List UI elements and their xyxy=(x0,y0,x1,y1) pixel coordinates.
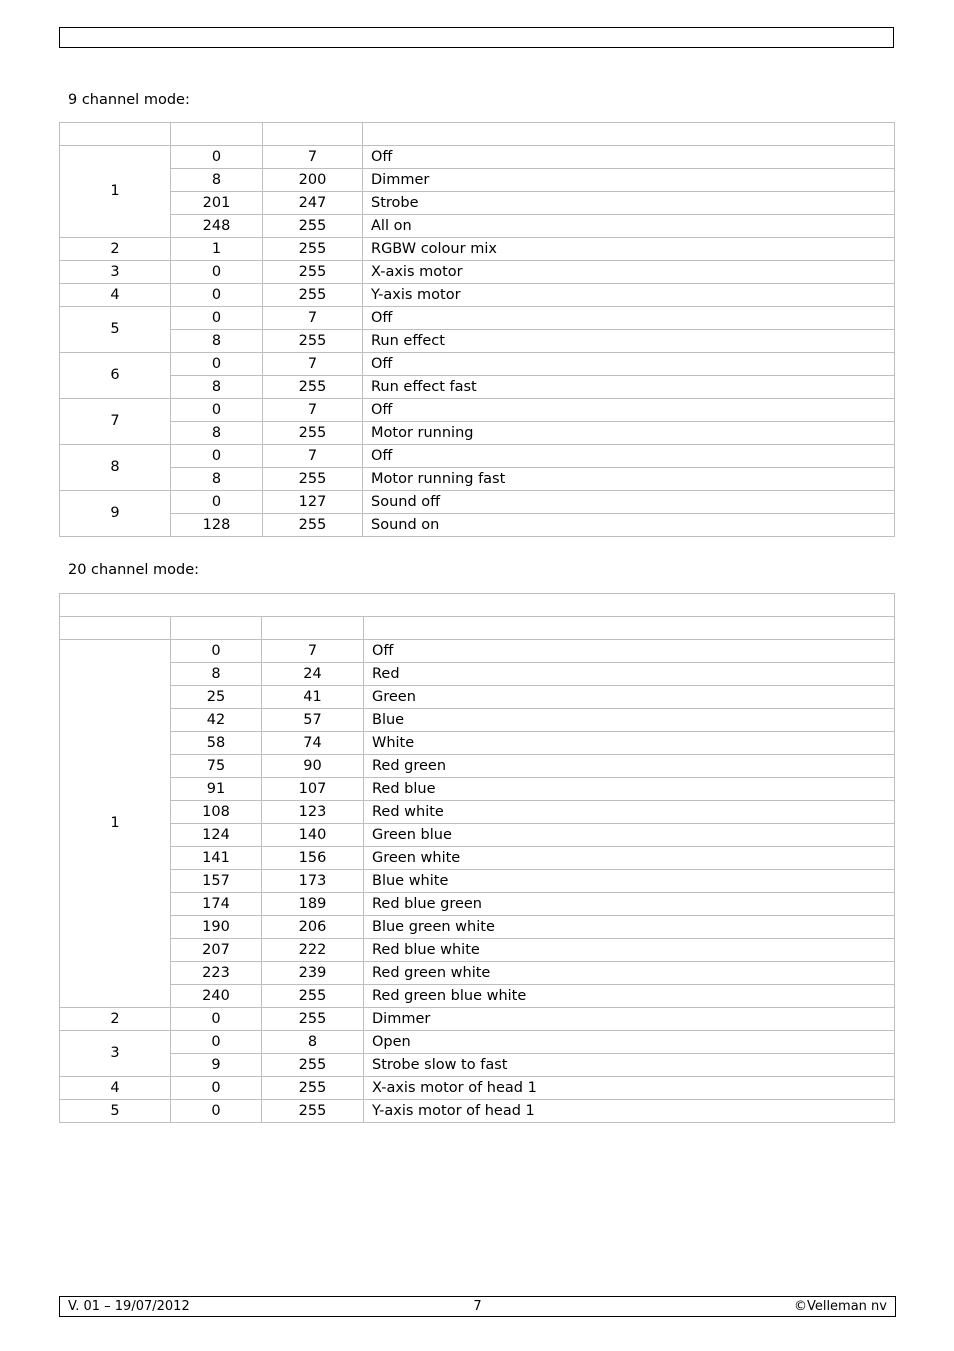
table-row xyxy=(60,1031,895,1054)
function-cell: Green xyxy=(364,686,895,709)
range-from-cell: 8 xyxy=(171,169,263,192)
function-cell: Dimmer xyxy=(364,1008,895,1031)
range-to-cell: 8 xyxy=(262,1031,364,1054)
range-to-cell: 7 xyxy=(263,353,363,376)
range-from-cell: 0 xyxy=(171,445,263,468)
range-to-cell: 7 xyxy=(263,445,363,468)
range-from-cell: 207 xyxy=(171,939,262,962)
range-from-cell: 0 xyxy=(171,1077,262,1100)
channel-cell: 8 xyxy=(60,445,171,491)
nine-channel-table-body xyxy=(60,123,895,537)
table-row xyxy=(60,468,895,491)
range-to-cell: 255 xyxy=(263,422,363,445)
range-to-cell: 107 xyxy=(262,778,364,801)
table-row xyxy=(60,893,895,916)
function-cell: White xyxy=(364,732,895,755)
range-to-cell: 173 xyxy=(262,870,364,893)
function-cell: Sound on xyxy=(363,514,895,537)
table-row xyxy=(60,445,895,468)
function-cell: Green white xyxy=(364,847,895,870)
function-cell: Red green xyxy=(364,755,895,778)
range-from-cell: 0 xyxy=(171,353,263,376)
range-from-cell: 248 xyxy=(171,215,263,238)
header-cell xyxy=(171,123,263,146)
function-cell: Off xyxy=(364,640,895,663)
channel-cell: 2 xyxy=(60,1008,171,1031)
function-cell: Strobe xyxy=(363,192,895,215)
function-cell: Green blue xyxy=(364,824,895,847)
range-to-cell: 255 xyxy=(262,1077,364,1100)
channel-cell: 4 xyxy=(60,284,171,307)
table-row xyxy=(60,146,895,169)
table-row xyxy=(60,640,895,663)
range-from-cell: 190 xyxy=(171,916,262,939)
range-to-cell: 7 xyxy=(263,399,363,422)
table-row xyxy=(60,686,895,709)
table-row xyxy=(60,491,895,514)
table-row xyxy=(60,732,895,755)
table-row xyxy=(60,847,895,870)
range-from-cell: 201 xyxy=(171,192,263,215)
function-cell: Red blue green xyxy=(364,893,895,916)
function-cell: Y-axis motor xyxy=(363,284,895,307)
twenty-channel-mode-caption: 20 channel mode: xyxy=(68,562,200,578)
range-to-cell: 222 xyxy=(262,939,364,962)
range-from-cell: 9 xyxy=(171,1054,262,1077)
range-from-cell: 0 xyxy=(171,640,262,663)
table-row xyxy=(60,709,895,732)
range-from-cell: 0 xyxy=(171,1100,262,1123)
table-row xyxy=(60,169,895,192)
range-to-cell: 41 xyxy=(262,686,364,709)
footer-version: V. 01 – 19/07/2012 xyxy=(68,1299,190,1314)
title-cell xyxy=(60,594,895,617)
table-row xyxy=(60,778,895,801)
table-row xyxy=(60,376,895,399)
table-row xyxy=(60,238,895,261)
page-footer xyxy=(59,1296,896,1317)
function-cell: Off xyxy=(363,146,895,169)
function-cell: Open xyxy=(364,1031,895,1054)
range-from-cell: 128 xyxy=(171,514,263,537)
channel-cell: 5 xyxy=(60,307,171,353)
channel-cell: 1 xyxy=(60,640,171,1008)
function-cell: Off xyxy=(363,399,895,422)
range-from-cell: 8 xyxy=(171,422,263,445)
range-to-cell: 255 xyxy=(263,330,363,353)
range-to-cell: 255 xyxy=(263,284,363,307)
function-cell: Red green blue white xyxy=(364,985,895,1008)
range-from-cell: 0 xyxy=(171,1031,262,1054)
table-row xyxy=(60,1100,895,1123)
footer-page-number: 7 xyxy=(473,1299,482,1314)
range-to-cell: 140 xyxy=(262,824,364,847)
range-from-cell: 8 xyxy=(171,468,263,491)
function-cell: Strobe slow to fast xyxy=(364,1054,895,1077)
channel-cell: 1 xyxy=(60,146,171,238)
channel-cell: 4 xyxy=(60,1077,171,1100)
table-row xyxy=(60,870,895,893)
table-row xyxy=(60,962,895,985)
function-cell: RGBW colour mix xyxy=(363,238,895,261)
range-to-cell: 156 xyxy=(262,847,364,870)
function-cell: Run effect fast xyxy=(363,376,895,399)
table-row xyxy=(60,985,895,1008)
table-row xyxy=(60,261,895,284)
table-row xyxy=(60,824,895,847)
range-from-cell: 0 xyxy=(171,491,263,514)
function-cell: Red white xyxy=(364,801,895,824)
range-to-cell: 74 xyxy=(262,732,364,755)
function-cell: All on xyxy=(363,215,895,238)
channel-cell: 7 xyxy=(60,399,171,445)
function-cell: Sound off xyxy=(363,491,895,514)
range-to-cell: 247 xyxy=(263,192,363,215)
table-row xyxy=(60,514,895,537)
range-from-cell: 8 xyxy=(171,376,263,399)
channel-cell: 3 xyxy=(60,261,171,284)
header-cell xyxy=(60,617,171,640)
function-cell: Dimmer xyxy=(363,169,895,192)
range-to-cell: 239 xyxy=(262,962,364,985)
range-from-cell: 8 xyxy=(171,330,263,353)
function-cell: Red xyxy=(364,663,895,686)
function-cell: Blue white xyxy=(364,870,895,893)
nine-channel-table xyxy=(59,122,895,537)
range-to-cell: 24 xyxy=(262,663,364,686)
function-cell: X-axis motor of head 1 xyxy=(364,1077,895,1100)
table-row xyxy=(60,192,895,215)
range-from-cell: 58 xyxy=(171,732,262,755)
function-cell: Run effect xyxy=(363,330,895,353)
range-to-cell: 255 xyxy=(263,238,363,261)
table-header-row xyxy=(60,617,895,640)
table-title-row xyxy=(60,594,895,617)
function-cell: Off xyxy=(363,445,895,468)
header-cell xyxy=(263,123,363,146)
range-from-cell: 0 xyxy=(171,261,263,284)
range-to-cell: 255 xyxy=(263,215,363,238)
range-to-cell: 255 xyxy=(262,1100,364,1123)
header-cell xyxy=(60,123,171,146)
range-from-cell: 0 xyxy=(171,284,263,307)
function-cell: Y-axis motor of head 1 xyxy=(364,1100,895,1123)
table-row xyxy=(60,307,895,330)
range-to-cell: 7 xyxy=(263,307,363,330)
function-cell: Red blue xyxy=(364,778,895,801)
range-to-cell: 90 xyxy=(262,755,364,778)
function-cell: Motor running xyxy=(363,422,895,445)
nine-channel-mode-caption: 9 channel mode: xyxy=(68,92,190,108)
table-row xyxy=(60,399,895,422)
range-from-cell: 75 xyxy=(171,755,262,778)
table-row xyxy=(60,215,895,238)
channel-cell: 9 xyxy=(60,491,171,537)
table-row xyxy=(60,422,895,445)
range-to-cell: 206 xyxy=(262,916,364,939)
table-row xyxy=(60,939,895,962)
range-from-cell: 0 xyxy=(171,399,263,422)
header-cell xyxy=(363,123,895,146)
function-cell: Motor running fast xyxy=(363,468,895,491)
table-row xyxy=(60,330,895,353)
range-to-cell: 123 xyxy=(262,801,364,824)
range-to-cell: 127 xyxy=(263,491,363,514)
table-row xyxy=(60,663,895,686)
range-to-cell: 255 xyxy=(262,1054,364,1077)
range-to-cell: 200 xyxy=(263,169,363,192)
function-cell: X-axis motor xyxy=(363,261,895,284)
header-cell xyxy=(364,617,895,640)
range-from-cell: 0 xyxy=(171,1008,262,1031)
range-to-cell: 255 xyxy=(262,985,364,1008)
range-to-cell: 57 xyxy=(262,709,364,732)
table-row xyxy=(60,801,895,824)
range-from-cell: 174 xyxy=(171,893,262,916)
table-row xyxy=(60,353,895,376)
channel-cell: 2 xyxy=(60,238,171,261)
range-from-cell: 108 xyxy=(171,801,262,824)
function-cell: Red green white xyxy=(364,962,895,985)
table-row xyxy=(60,1008,895,1031)
table-row xyxy=(60,755,895,778)
range-from-cell: 157 xyxy=(171,870,262,893)
range-from-cell: 223 xyxy=(171,962,262,985)
range-to-cell: 255 xyxy=(263,468,363,491)
range-from-cell: 0 xyxy=(171,307,263,330)
range-from-cell: 42 xyxy=(171,709,262,732)
range-to-cell: 7 xyxy=(262,640,364,663)
header-cell xyxy=(262,617,364,640)
range-from-cell: 124 xyxy=(171,824,262,847)
range-to-cell: 255 xyxy=(263,514,363,537)
table-row xyxy=(60,1077,895,1100)
function-cell: Red blue white xyxy=(364,939,895,962)
table-row xyxy=(60,916,895,939)
function-cell: Off xyxy=(363,353,895,376)
range-to-cell: 189 xyxy=(262,893,364,916)
twenty-channel-table xyxy=(59,593,895,1123)
table-header-row xyxy=(60,123,895,146)
table-row xyxy=(60,1054,895,1077)
range-from-cell: 8 xyxy=(171,663,262,686)
range-from-cell: 25 xyxy=(171,686,262,709)
range-from-cell: 0 xyxy=(171,146,263,169)
page-header-box xyxy=(59,27,894,48)
twenty-channel-table-body xyxy=(60,594,895,1123)
range-from-cell: 1 xyxy=(171,238,263,261)
range-to-cell: 7 xyxy=(263,146,363,169)
range-from-cell: 91 xyxy=(171,778,262,801)
table-row xyxy=(60,284,895,307)
range-from-cell: 141 xyxy=(171,847,262,870)
range-to-cell: 255 xyxy=(262,1008,364,1031)
function-cell: Blue green white xyxy=(364,916,895,939)
function-cell: Off xyxy=(363,307,895,330)
range-to-cell: 255 xyxy=(263,376,363,399)
channel-cell: 3 xyxy=(60,1031,171,1077)
range-from-cell: 240 xyxy=(171,985,262,1008)
header-cell xyxy=(171,617,262,640)
footer-copyright: ©Velleman nv xyxy=(793,1299,887,1314)
channel-cell: 6 xyxy=(60,353,171,399)
function-cell: Blue xyxy=(364,709,895,732)
channel-cell: 5 xyxy=(60,1100,171,1123)
range-to-cell: 255 xyxy=(263,261,363,284)
